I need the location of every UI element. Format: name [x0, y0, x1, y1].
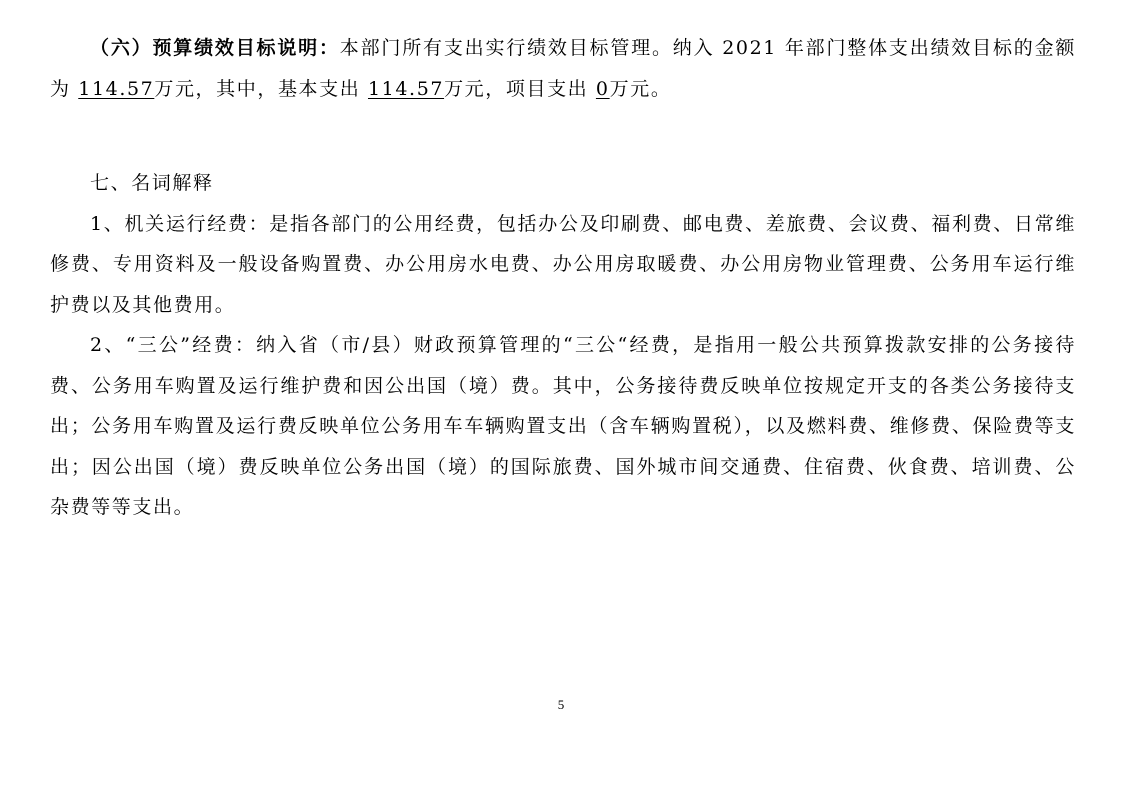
paragraph-text: 万元，项目支出 [444, 77, 596, 100]
paragraph-text: 本部门所有支出实行绩效目标管理。纳入 2021 年部门整体支出绩效目标的金额为 [50, 37, 1077, 100]
definition-item-1: 1、机关运行经费：是指各部门的公用经费，包括办公及印刷费、邮电费、差旅费、会议费、福利费、日常维修费、专用资料及一般设备购置费、办公用房水电费、办公用房取暖费、办公用房物业管理费、公务用车运行维护费以及其他费用。 [50, 212, 1076, 316]
basic-amount: 114.57 [367, 77, 445, 100]
paragraph-text: 万元，其中，基本支出 [154, 77, 368, 100]
paragraph-text: 万元。 [609, 77, 672, 100]
paragraph-performance-goals [50, 28, 1076, 109]
document-page [50, 28, 1076, 528]
section-title: （六）预算绩效目标说明： [90, 37, 340, 59]
page-number: 5 [557, 697, 565, 712]
project-amount: 0 [595, 77, 610, 100]
total-amount: 114.57 [78, 77, 155, 100]
definition-item-2: 2、“三公”经费：纳入省（市/县）财政预算管理的“三公“经费，是指用一般公共预算拨款安排的公务接待费、公务用车购置及运行维护费和因公出国（境）费。其中，公务接待费反映单位按规定开支的各类公务接待支出；公务用车购置及运行费反映单位公务用车车辆购置支出（含车辆购置税），以及燃料费、维修费、保险费等支出；因公出国（境）费反映单位公务出国（境）的国际旅费、国外城市间交通费、住宿费、伙食费、培训费、公杂费等等支出。 [50, 334, 1076, 518]
spacer [50, 109, 1076, 163]
section-heading: 七、名词解释 [90, 172, 214, 194]
